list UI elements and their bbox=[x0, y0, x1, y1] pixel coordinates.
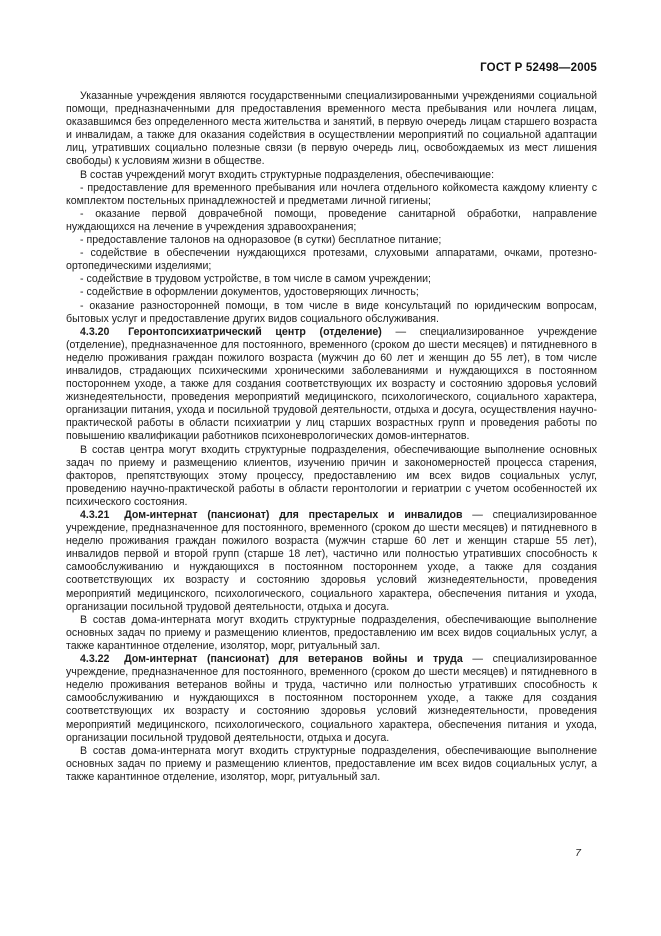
definition-4-3-21 bbox=[66, 509, 597, 614]
paragraph-home-subdivisions-2: В состав дома-интерната могут входить структурные подразделения, обеспечивающие выполнение основных задач по приему и размещению клиентов, предоставление им всех видов социальных услуг, а также карантинное отделение, изолятор, морг, ритуальный зал. bbox=[66, 744, 597, 783]
list-item-meal-vouchers: - предоставление талонов на одноразовое (в сутки) бесплатное питание; bbox=[80, 234, 442, 247]
list-item-employment: - содействие в трудовом устройстве, в том числе в самом учреждении; bbox=[80, 273, 431, 286]
list-item-bed-provision: - предоставление для временного пребывания или ночлега отдельного койкоместа каждому клиенту с комплектом постельных принадлежностей и предметами личной гигиены; bbox=[66, 181, 597, 207]
paragraph-intro: Указанные учреждения являются государственными специализированными учреждениями социальной помощи, предназначенными для предоставления временного места пребывания или ночлега лицам, оказавшимся без определенного места жительства и занятий, в первую очередь лицам старшего возраста и инвалидам, а также для оказания содействия в осуществлении мероприятий по социальной адаптации лиц, утративших социально полезные связи (в первую очередь лиц, освобождаемых из мест лишения свободы) к условиям жизни в обществе. bbox=[66, 90, 597, 168]
definition-body-4-3-21: — специализированное учреждение, предназначенное для постоянного, временного (сроком до шести месяцев) и пятидневного в неделю проживания граждан пожилого возраста (мужчин старше 60 лет и женщин старше 55 лет), инвалидов первой и второй групп (старше 18 лет), частично или полностью утративших способность к самообслуживанию и нуждающихся в постоянном постороннем уходе, а также для создания соответствующих их возрасту и состоянию здоровья условий жизнедеятельности, проведения мероприятий медицинского, психологического, социального характера, обеспечения питания и ухода, организации посильной трудовой деятельности, отдыха и досуга. bbox=[66, 509, 597, 613]
clause-number-4-3-20: 4.3.20 bbox=[80, 325, 110, 338]
definition-term-home-for-elderly-disabled: Дом-интернат (пансионат) для престарелых и инвалидов bbox=[124, 509, 463, 521]
definition-body-4-3-20: — специализированное учреждение (отделение), предназначенное для постоянного, временного (сроком до шести месяцев) и пятидневного в неделю проживания граждан пожилого возраста (мужчин до 60 лет и женщин до 55 лет), в том числе инвалидов, страдающих психическими хроническими заболеваниями и нуждающихся в постоянном постороннем уходе, а также для создания соответствующих их возрасту и состоянию здоровья условий жизнедеятельности, проведения мероприятий медицинского, психологического, социального характера, организации питания, ухода и посильной трудовой деятельности, отдыха и досуга, осуществления научно-практической работы в области психиатрии у лиц старших возрастных групп и проведения работы по повышению квалификации работников психоневрологических домов-интернатов. bbox=[66, 325, 597, 443]
definition-4-3-22 bbox=[66, 653, 597, 745]
list-item-misc-assistance: - оказание разносторонней помощи, в том числе в виде консультаций по юридическим вопросам, бытовых услуг и предоставление других видов социального обслуживания. bbox=[66, 299, 597, 325]
definition-body-4-3-22: — специализированное учреждение, предназначенное для постоянного, временного (сроком до шести месяцев) и пятидневного в неделю проживания ветеранов войны и труда, частично или полностью утративших способность к самообслуживанию и нуждающихся в постоянном постороннем уходе, а также для создания соответствующих их возрасту и состоянию здоровья условий жизнедеятельности, проведения мероприятий медицинского, психологического, социального характера, обеспечения питания и ухода, организации посильной трудовой деятельности, отдыха и досуга. bbox=[66, 653, 597, 744]
document-standard-code: ГОСТ Р 52498—2005 bbox=[480, 62, 597, 74]
definition-term-gerontopsychiatric-center: Геронтопсихиатрический центр (отделение) bbox=[128, 325, 382, 338]
paragraph-center-subdivisions: В состав центра могут входить структурные подразделения, обеспечивающие выполнение основных задач по приему и размещению клиентов, изучению причин и закономерностей процесса старения, факторов, препятствующих этому процессу, предоставлению им всех видов социальных услуг, проведению научно-практической работы в области геронтологии и гериатрии с учетом особенностей их психического состояния. bbox=[66, 443, 597, 508]
paragraph-home-subdivisions-1: В состав дома-интерната могут входить структурные подразделения, обеспечивающие выполнение основных задач по приему и размещению клиентов, предоставлению им всех видов социальных услуг, а также карантинное отделение, изолятор, морг, ритуальный зал. bbox=[66, 613, 597, 652]
paragraph-subdivisions-lead: В состав учреждений могут входить структурные подразделения, обеспечивающие: bbox=[80, 168, 495, 181]
page-number: 7 bbox=[575, 847, 581, 859]
list-item-identity-documents: - содействие в оформлении документов, удостоверяющих личность; bbox=[80, 286, 419, 299]
list-item-prosthetics: - содействие в обеспечении нуждающихся протезами, слуховыми аппаратами, очками, протезно-ортопедическими изделиями; bbox=[66, 247, 597, 273]
list-item-first-aid: - оказание первой доврачебной помощи, проведение санитарной обработки, направление нуждающихся на лечение в учреждения здравоохранения; bbox=[66, 207, 597, 233]
definition-term-home-for-war-labor-veterans: Дом-интернат (пансионат) для ветеранов войны и труда bbox=[124, 653, 463, 666]
definition-4-3-20 bbox=[66, 326, 597, 444]
clause-number-4-3-22: 4.3.22 bbox=[80, 653, 110, 666]
clause-number-4-3-21: 4.3.21 bbox=[80, 509, 110, 521]
document-body bbox=[66, 90, 597, 784]
